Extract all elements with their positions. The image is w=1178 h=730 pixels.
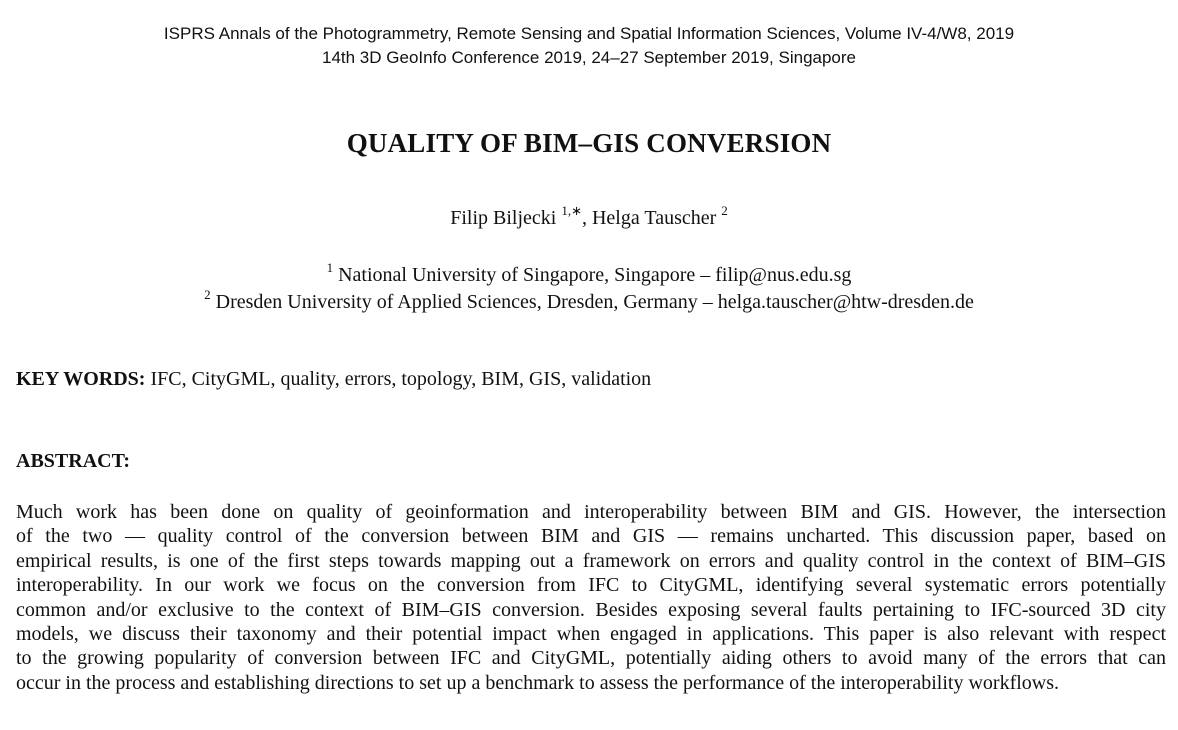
affiliation-mark: 1 (326, 260, 334, 276)
affiliation-text: Dresden University of Applied Sciences, Dresden, Germany – helga.tauscher@htw-dresden.de (215, 291, 974, 313)
abstract-line: models, we discuss their taxonomy and their potential impact when engaged in applications. This paper is also relevant with respect (16, 623, 1166, 646)
abstract-line: common and/or exclusive to the context of BIM–GIS conversion. Besides exposing several faults pertaining to IFC-sourced 3D city (16, 598, 1166, 621)
abstract-body (16, 500, 1166, 695)
abstract-heading: ABSTRACT: (16, 450, 131, 472)
author-separator: , (581, 207, 592, 229)
affiliation-text: National University of Singapore, Singapore – filip@nus.edu.sg (338, 264, 852, 286)
keywords-label: KEY WORDS: (16, 368, 146, 390)
paper-title: QUALITY OF BIM–GIS CONVERSION (346, 128, 832, 158)
affiliation (0, 289, 1178, 316)
abstract-line: Much work has been done on quality of geoinformation and interoperability between BIM and GIS. However, the intersection (16, 501, 1166, 523)
abstract-line: interoperability. In our work we focus on the conversion from IFC to CityGML, identifying several systematic errors potentially (16, 574, 1166, 597)
running-header (0, 22, 1178, 70)
keywords-text: IFC, CityGML, quality, errors, topology, BIM, GIS, validation (150, 368, 652, 390)
keywords (16, 368, 651, 391)
conference-line: 14th 3D GeoInfo Conference 2019, 24–27 September 2019, Singapore (322, 48, 856, 67)
journal-line: ISPRS Annals of the Photogrammetry, Remote Sensing and Spatial Information Sciences, Volume IV-4/W8, 2019 (163, 24, 1015, 43)
affiliation (0, 262, 1178, 289)
abstract-line: occur in the process and establishing directions to set up a benchmark to assess the performance of the interoperability workflows. (16, 671, 1060, 694)
author-affiliation-mark: 1,∗ (561, 203, 582, 219)
abstract-line: to the growing popularity of conversion between IFC and CityGML, potentially aiding others to avoid many of the errors that can (16, 647, 1166, 670)
author-name: Helga Tauscher (591, 207, 717, 229)
abstract-line: of the two — quality control of the conversion between BIM and GIS — remains uncharted. This discussion paper, based on (16, 525, 1166, 548)
author-name: Filip Biljecki (450, 207, 557, 229)
affiliation-mark: 2 (204, 287, 211, 303)
author-list (0, 203, 1178, 230)
abstract-line: empirical results, is one of the first steps towards mapping out a framework on errors and quality control in the context of BIM–GIS (16, 549, 1166, 572)
affiliation-list (0, 262, 1178, 316)
author-affiliation-mark: 2 (721, 203, 728, 219)
